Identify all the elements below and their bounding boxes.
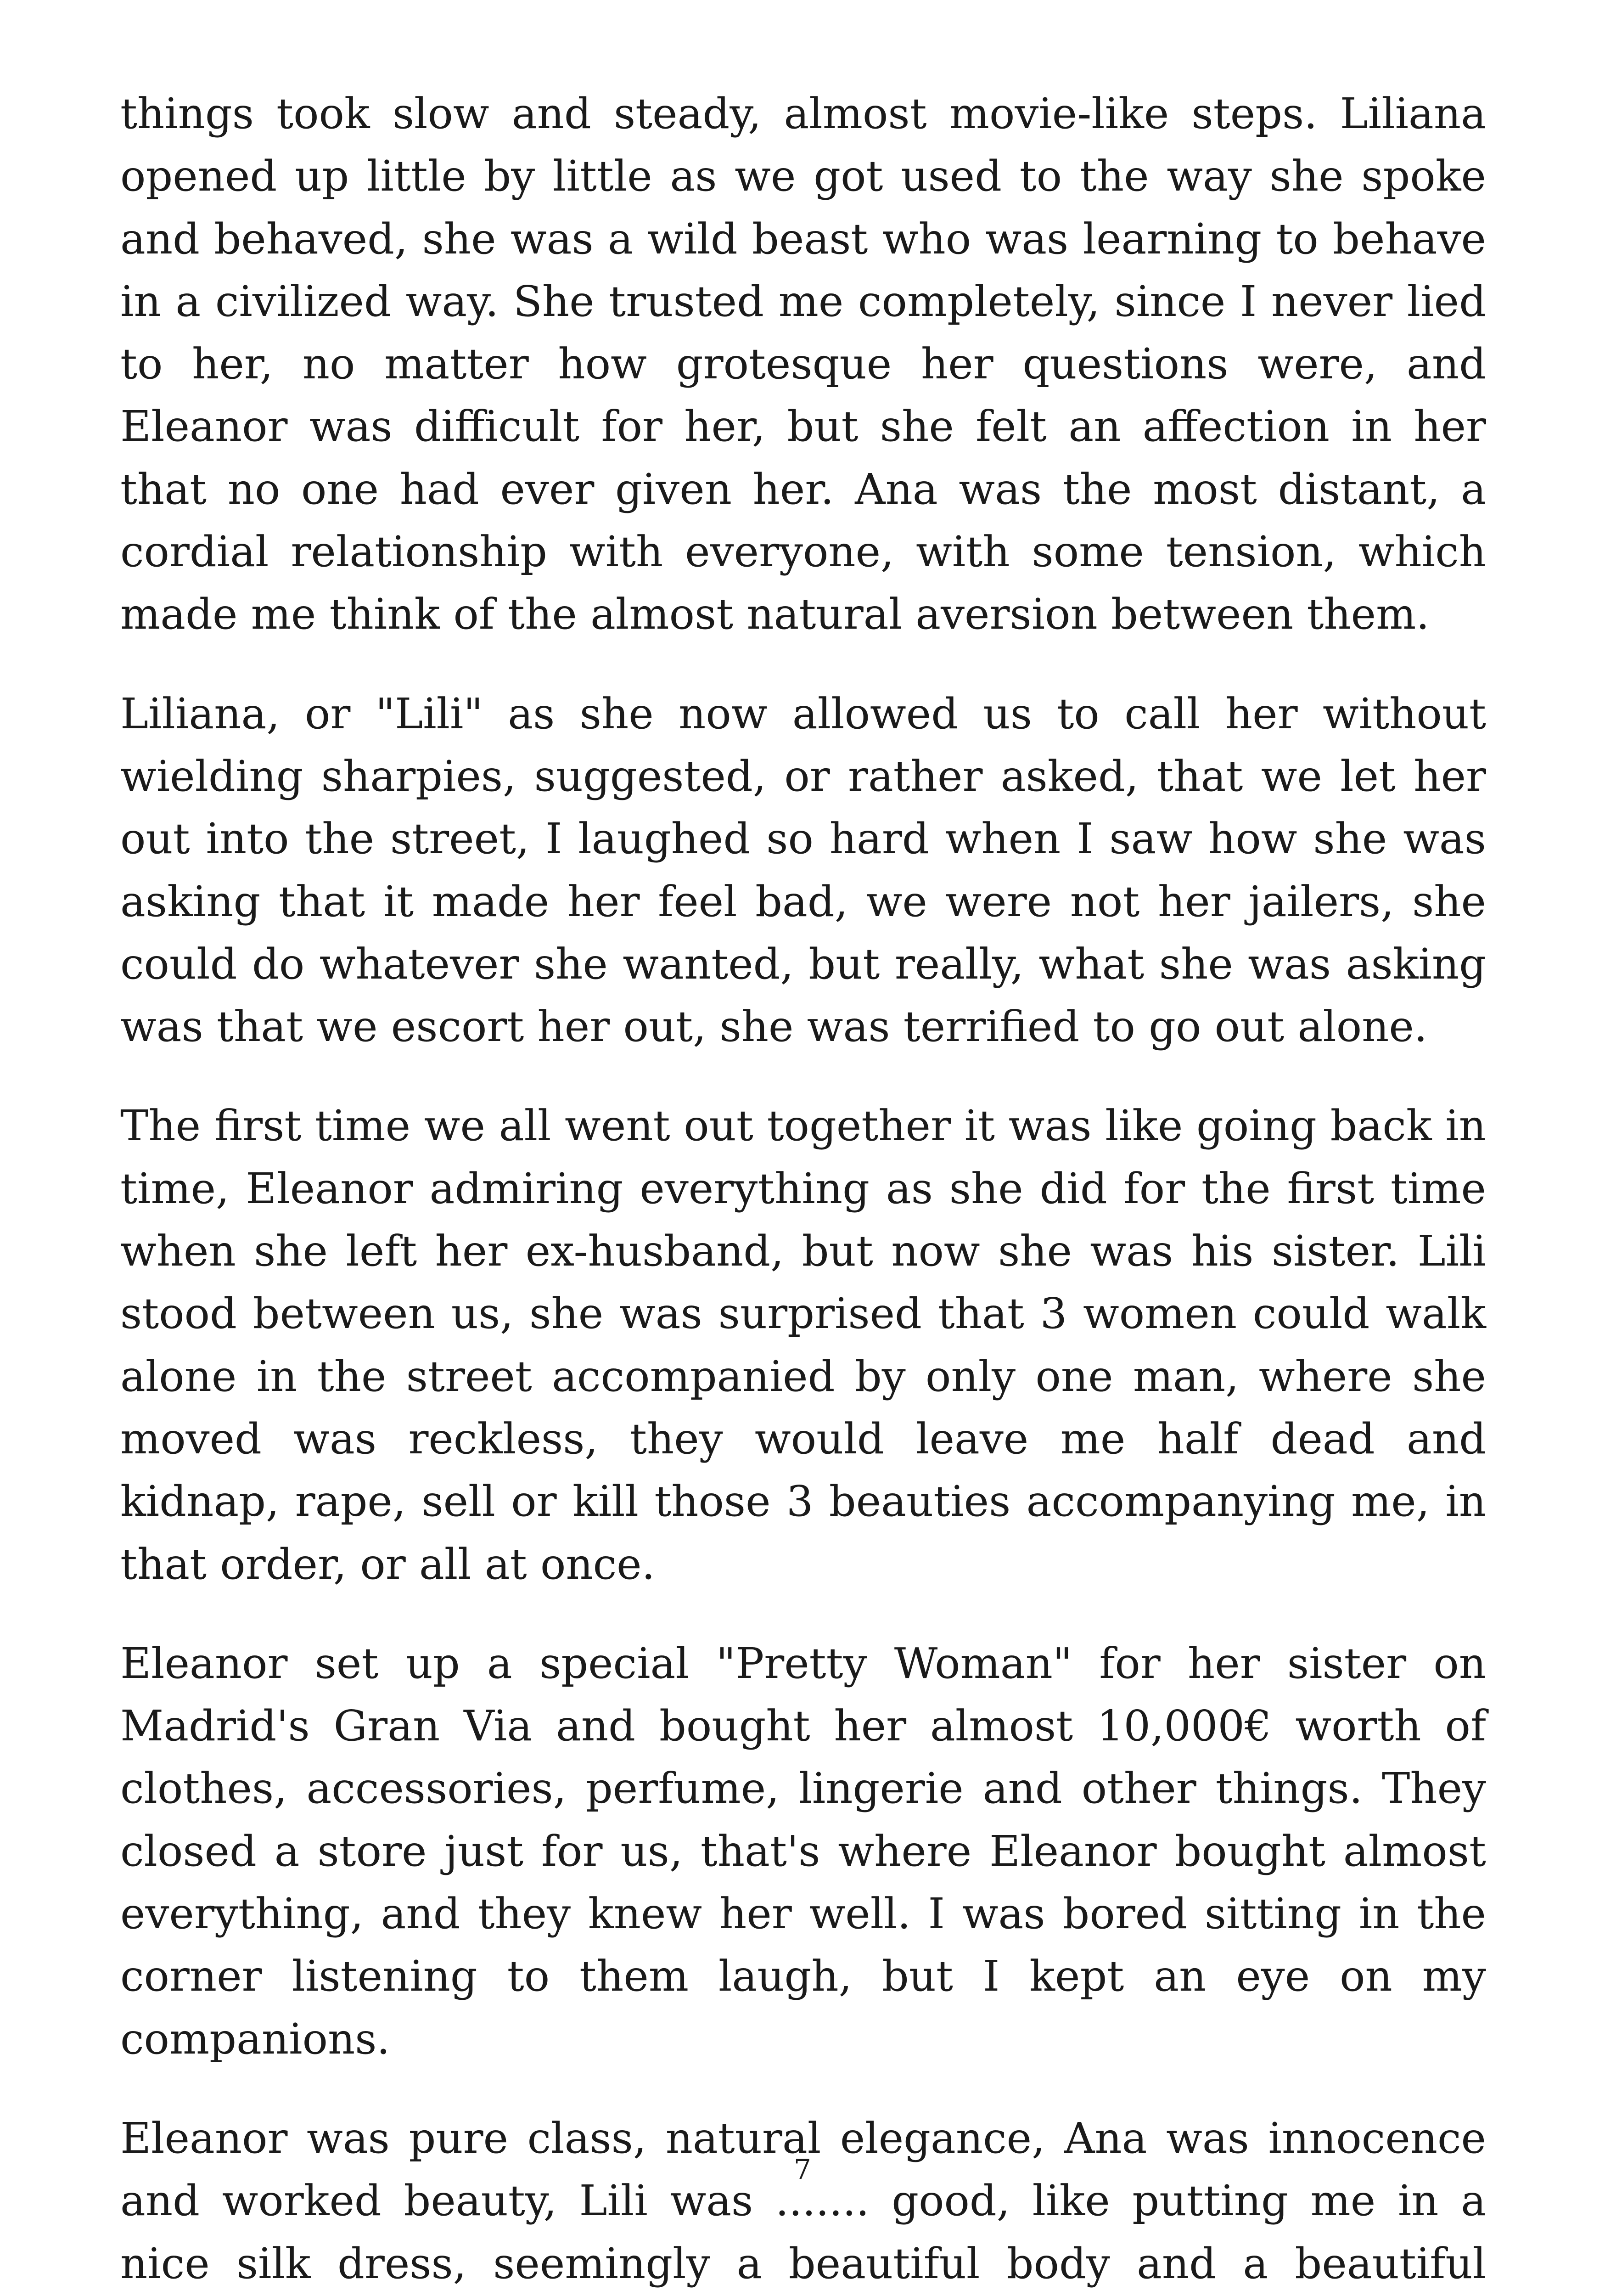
page-number: 7	[793, 2154, 812, 2186]
paragraph-5: Eleanor was pure class, natural elegance, Ana was innocence and worked beauty, Lili was ....... good, like putting me in a nice silk dress, seemingly a beautiful body and a beautiful	[120, 2113, 1486, 2288]
paragraph-1: things took slow and steady, almost movie-like steps. Liliana opened up little by little as we got used to the way she spoke and behaved, she was a wild beast who was learning to behave in a civilized way. She trusted me completely, since I never lied to her, no matter how grotesque her questions were, and Eleanor was difficult for her, but she felt an affection in her that no one had ever given her. Ana was the most distant, a cordial relationship with everyone, with some tension, which made me think of the almost natural aversion between them.	[120, 89, 1486, 639]
body-text	[120, 83, 1486, 2296]
paragraph-3: The first time we all went out together it was like going back in time, Eleanor admiring everything as she did for the first time when she left her ex-husband, but now she was his sister. Lili stood between us, she was surprised that 3 women could walk alone in the street accompanied by only one man, where she moved was reckless, they would leave me half dead and kidnap, rape, sell or kill those 3 beauties accompanying me, in that order, or all at once.	[120, 1101, 1486, 1589]
paragraph-2: Liliana, or "Lili" as she now allowed us to call her without wielding sharpies, suggested, or rather asked, that we let her out into the street, I laughed so hard when I saw how she was asking that it made her feel bad, we were not her jailers, she could do whatever she wanted, but really, what she was asking was that we escort her out, she was terrified to go out alone.	[120, 689, 1486, 1052]
paragraph-4: Eleanor set up a special "Pretty Woman" for her sister on Madrid's Gran Via and bought her almost 10,000€ worth of clothes, accessories, perfume, lingerie and other things. They closed a store just for us, that's where Eleanor bought almost everything, and they knew her well. I was bored sitting in the corner listening to them laugh, but I kept an eye on my companions.	[120, 1638, 1486, 2064]
